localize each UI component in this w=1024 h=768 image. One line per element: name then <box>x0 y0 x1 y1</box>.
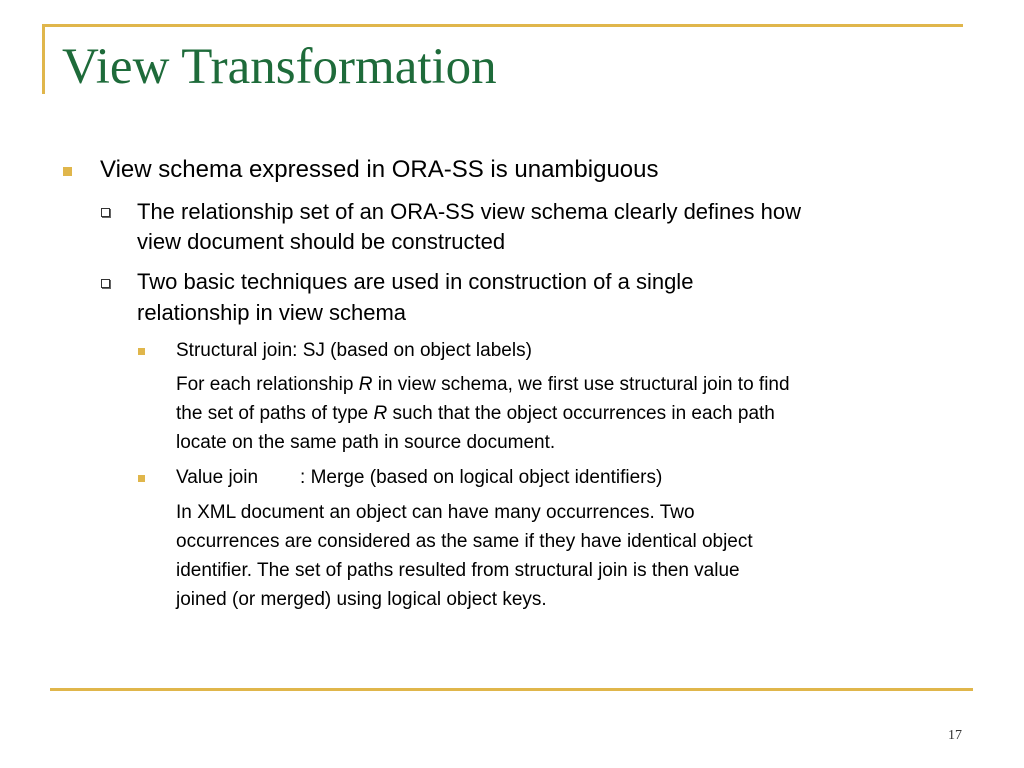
value-join-text: joined (or merged) using logical object keys. <box>176 589 547 610</box>
sub-bullet-text: relationship in view schema <box>137 300 407 325</box>
slide-title: View Transformation <box>62 39 497 95</box>
bullet-square-icon <box>138 475 145 482</box>
structural-join-text: For each relationship R in view schema, we first use structural join to find <box>176 374 790 395</box>
value-join-heading: Value join : Merge (based on logical object identifiers) <box>176 467 663 488</box>
sub-bullet-text: Two basic techniques are used in construction of a single <box>137 269 694 294</box>
bullet-square-icon <box>138 348 145 355</box>
sub-bullet-text: The relationship set of an ORA-SS view schema clearly defines how <box>137 199 801 224</box>
page-number: 17 <box>948 728 962 743</box>
structural-join-text: the set of paths of type R such that the object occurrences in each path <box>176 403 775 424</box>
bottom-rule <box>50 688 973 691</box>
value-join-text: occurrences are considered as the same if they have identical object <box>176 531 753 552</box>
sub-bullet-text: view document should be constructed <box>137 229 506 254</box>
structural-join-text: locate on the same path in source document. <box>176 432 556 453</box>
hollow-square-icon <box>101 208 110 217</box>
structural-join-heading: Structural join: SJ (based on object labels) <box>176 340 532 361</box>
value-join-text: identifier. The set of paths resulted from structural join is then value <box>176 560 740 581</box>
bullet-square-icon <box>63 167 72 176</box>
top-rule <box>42 24 963 27</box>
bullet-text: View schema expressed in ORA-SS is unambiguous <box>100 156 659 183</box>
hollow-square-icon <box>101 279 110 288</box>
left-rule <box>42 24 45 94</box>
value-join-text: In XML document an object can have many occurrences. Two <box>176 502 695 523</box>
